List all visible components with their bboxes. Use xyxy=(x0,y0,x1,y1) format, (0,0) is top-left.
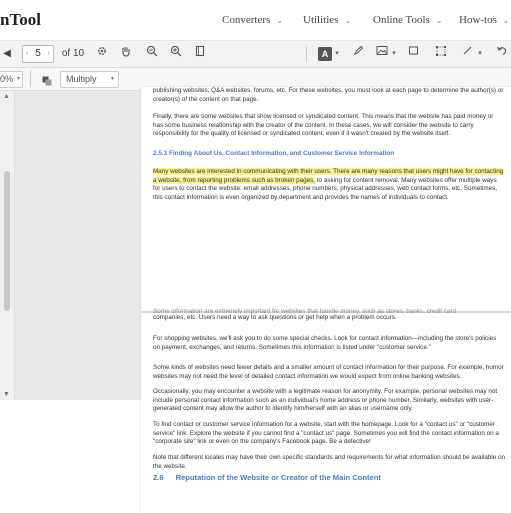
paragraph: To find contact or customer service information for a website, start with the homepage. Look for a "contact us" or "customer service" link. Explore the website if you cannot find a "contact us" page. Sometimes you will find the contact information on a "corporate site" link or even on the company's Facebook page. Be a detective! xyxy=(153,421,499,446)
highlighted-text[interactable]: Many websites are interested in communicating with their users. There are many reasons that users might have for contacting a website, from reporting problems such as broken pages, xyxy=(153,168,504,184)
page-total: of 10 xyxy=(61,48,85,59)
chevron-right-icon[interactable]: › xyxy=(47,50,50,57)
zoom-out-icon[interactable] xyxy=(144,45,160,63)
chevron-down-icon: ⌄ xyxy=(344,16,352,25)
toolbar-divider xyxy=(30,70,31,87)
chevron-down-icon[interactable]: ▾ xyxy=(478,50,482,57)
paragraph: Note that different locales may have their own specific standards and requirements for what information should be available on the website. xyxy=(153,454,506,470)
text-tool-icon[interactable]: A xyxy=(318,47,332,61)
scroll-thumb[interactable] xyxy=(4,171,10,311)
crop-icon[interactable] xyxy=(434,45,448,63)
scroll-up-icon[interactable]: ▲ xyxy=(3,93,10,100)
undo-icon[interactable] xyxy=(494,45,508,63)
section-heading: 2.6 Reputation of the Website or Creator of the Main Content xyxy=(153,473,381,482)
opacity-select[interactable]: 0% ▾ xyxy=(0,71,23,88)
scroll-down-icon[interactable]: ▼ xyxy=(3,391,10,398)
blend-mode-icon xyxy=(42,73,52,83)
pen-icon[interactable] xyxy=(351,45,365,63)
document-viewer[interactable] xyxy=(0,87,511,482)
nav-utilities[interactable]: Utilities ⌄ xyxy=(303,14,352,26)
image-icon[interactable] xyxy=(375,45,389,63)
zoom-in-icon[interactable] xyxy=(168,45,184,63)
gear-icon[interactable] xyxy=(94,45,110,63)
chevron-left-icon[interactable]: ‹ xyxy=(26,50,29,57)
pdf-toolbar xyxy=(0,41,511,68)
chevron-down-icon[interactable]: ▾ xyxy=(335,50,339,57)
paragraph: Occasionally, you may encounter a website with a legitimate reason for anonymity. For example, personal websites may not include personal contact information such as an individual's home address or phone number. Similarly, websites with user-generated content may allow the author to identify him/herself with an alias or username only. xyxy=(153,388,498,413)
nav-converters[interactable]: Converters ⌄ xyxy=(222,14,283,26)
chevron-down-icon: ⌄ xyxy=(276,16,283,25)
line-tool-icon[interactable] xyxy=(460,45,474,63)
pdf-page xyxy=(141,87,511,311)
paragraph: companies, etc. Users need a way to ask questions or get help when a problem occurs. xyxy=(153,314,397,321)
chevron-down-icon: ▾ xyxy=(110,76,114,82)
top-navigation xyxy=(0,0,511,41)
chevron-down-icon: ⌄ xyxy=(435,16,443,25)
paragraph: publishing websites, Q&A websites, forums, etc. For these websites, you must look at each page to determine the author(s) or creator(s) of the content on that page. xyxy=(153,87,504,103)
hand-tool-icon[interactable] xyxy=(118,45,134,63)
chevron-down-icon: ⌄ xyxy=(502,16,510,25)
paragraph: For shopping websites, we'll ask you to do some special checks. Look for contact information—including the store's policies on payment, exchanges, and returns. Sometimes this information is listed under "customer service." xyxy=(153,335,497,351)
fit-page-icon[interactable] xyxy=(192,45,208,63)
rectangle-icon[interactable] xyxy=(406,45,420,63)
chevron-down-icon: ▾ xyxy=(16,76,20,82)
section-heading: 2.5.3 Finding About Us, Contact Information, and Customer Service Information xyxy=(153,150,395,157)
paragraph: Some kinds of websites need fewer details and a smaller amount of contact information for their purpose. For example, humor websites may not need the level of detailed contact information we would expect from online banking websites. xyxy=(153,364,504,380)
previous-page-icon[interactable]: ◀ xyxy=(3,48,11,59)
thumbnail-scrollbar[interactable] xyxy=(0,91,15,400)
pdf-page xyxy=(141,308,511,513)
brand-logo[interactable]: nTool xyxy=(0,10,41,29)
blend-mode-select[interactable]: Multiply ▾ xyxy=(60,71,119,88)
paragraph-cut: Some information are extremely important for websites that handle money, such as stores, banks, credit card xyxy=(153,308,456,315)
toolbar-divider xyxy=(306,46,307,62)
page-number-input[interactable]: ‹ 5 › xyxy=(22,45,54,63)
nav-how-tos[interactable]: How-tos ⌄ xyxy=(459,14,510,26)
paragraph: Finally, there are some websites that show licensed or syndicated content. This means that the website has paid money or has some business relationship with the creator of the content. In these cases, we will consider the website to carry responsibility for the quality of licensed or syndicated content, even if it wasn't created by the website itself. xyxy=(153,113,494,138)
chevron-down-icon[interactable]: ▾ xyxy=(392,50,396,57)
nav-online-tools[interactable]: Online Tools ⌄ xyxy=(373,14,443,26)
paragraph: Many websites are interested in communicating with their users. There are many reasons that users might have for contacting a website, from reporting problems such as broken pages, to asking for content removal. Many websites offer multiple ways for users to contact the website: email addresses, phone numbers, physical addresses, web contact forms, etc. Sometimes, this contact information is even organized by department and provides the names of individuals to contact. xyxy=(153,168,504,201)
